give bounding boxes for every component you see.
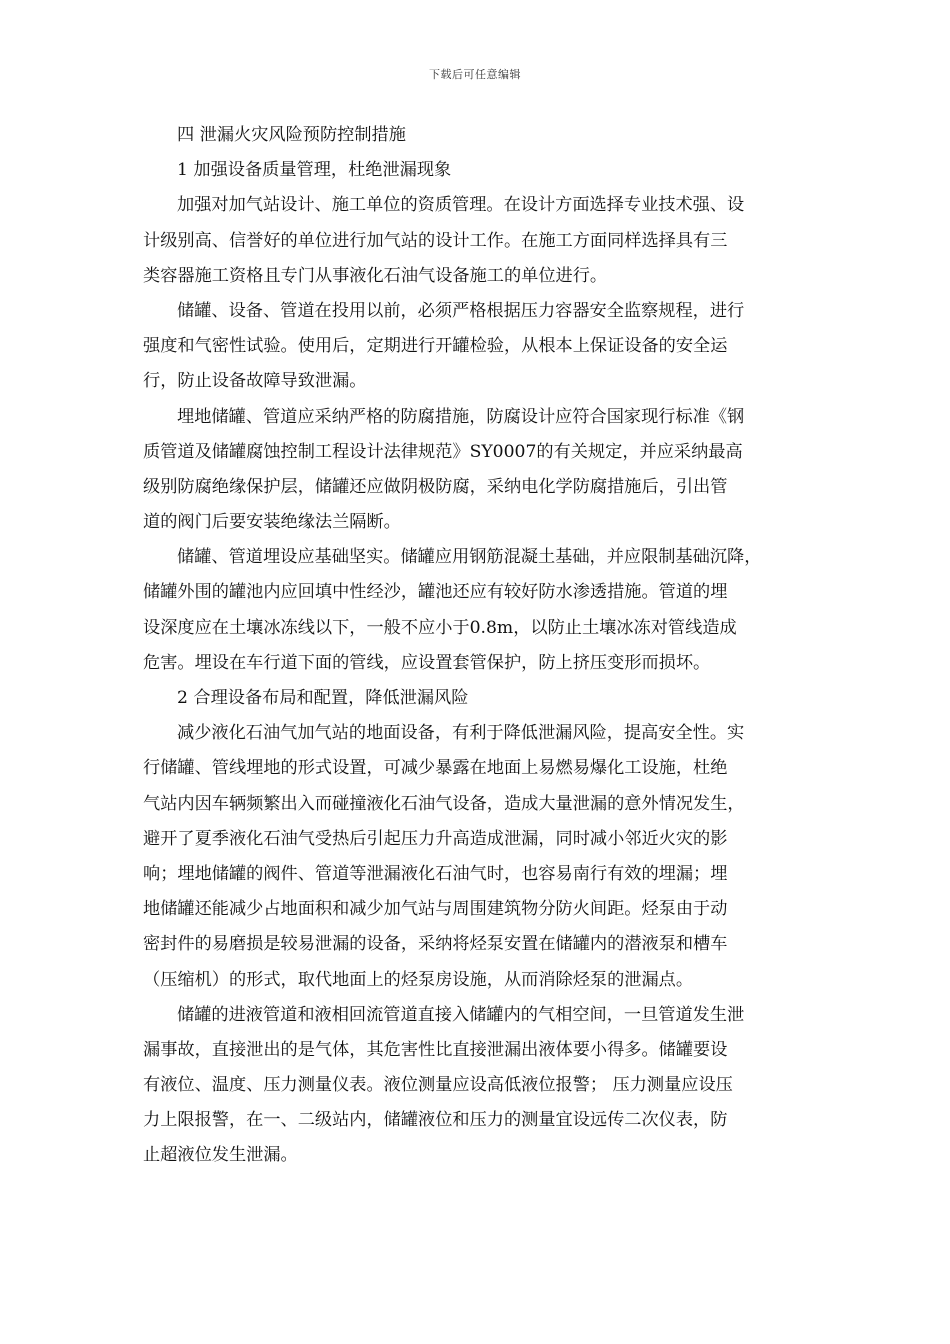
text-line: 1 加强设备质量管理，杜绝泄漏现象: [177, 160, 452, 181]
text-line: 埋地储罐、管道应采纳严格的防腐措施，防腐设计应符合国家现行标准《钢: [177, 406, 745, 427]
text-line: 减少液化石油气加气站的地面设备，有利于降低泄漏风险，提高安全性。实: [177, 723, 745, 744]
text-line: 危害。埋设在车行道下面的管线，应设置套管保护，防上挤压变形而损坏。: [143, 652, 711, 673]
text-line: 类容器施工资格且专门从事液化石油气设备施工的单位进行。: [143, 265, 608, 286]
text-line: 道的阀门后要安装绝缘法兰隔断。: [143, 512, 401, 533]
page-header-note: 下载后可任意编辑: [429, 68, 521, 81]
text-line: 行，防止设备故障导致泄漏。: [143, 371, 367, 392]
text-line: 力上限报警，在一、二级站内，储罐液位和压力的测量宜设远传二次仪表，防: [143, 1110, 728, 1131]
text-line: 四 泄漏火灾风险预防控制措施: [177, 125, 406, 145]
text-line: 储罐的进液管道和液相回流管道直接入储罐内的气相空间，一旦管道发生泄: [177, 1004, 745, 1025]
text-line: 气站内因车辆频繁出入而碰撞液化石油气设备，造成大量泄漏的意外情况发生，: [143, 793, 745, 814]
text-line: 止超液位发生泄漏。: [143, 1145, 298, 1166]
text-line: 质管道及储罐腐蚀控制工程设计法律规范》SY0007的有关规定，并应采纳最高: [143, 441, 743, 462]
text-line: 设深度应在土壤冰冻线以下，一般不应小于0.8m，以防止土壤冰冻对管线造成: [143, 617, 737, 638]
text-line: 漏事故，直接泄出的是气体，其危害性比直接泄漏出液体要小得多。储罐要设: [143, 1039, 728, 1060]
text-line: 地储罐还能减少占地面积和减少加气站与周围建筑物分防火间距。烃泵由于动: [143, 899, 728, 920]
text-line: 储罐外围的罐池内应回填中性经沙，罐池还应有较好防水渗透措施。管道的埋: [143, 582, 728, 603]
text-line: 行储罐、管线埋地的形式设置，可减少暴露在地面上易燃易爆化工设施，杜绝: [143, 758, 728, 779]
text-line: 储罐、设备、管道在投用以前，必须严格根据压力容器安全监察规程，进行: [177, 300, 745, 321]
text-line: 有液位、温度、压力测量仪表。液位测量应设高低液位报警； 压力测量应设压: [143, 1075, 733, 1096]
text-line: 强度和气密性试验。使用后，定期进行开罐检验，从根本上保证设备的安全运: [143, 336, 728, 357]
text-line: 级别防腐绝缘保护层，储罐还应做阴极防腐，采纳电化学防腐措施后，引出管: [143, 476, 728, 497]
text-line: （压缩机）的形式，取代地面上的烃泵房设施，从而消除烃泵的泄漏点。: [143, 969, 694, 990]
text-line: 避开了夏季液化石油气受热后引起压力升高造成泄漏，同时减小邻近火灾的影: [143, 828, 728, 849]
text-line: 响；埋地储罐的阀件、管道等泄漏液化石油气时，也容易南行有效的埋漏；埋: [143, 863, 728, 884]
document-body: [143, 118, 803, 1174]
text-line: 计级别高、信誉好的单位进行加气站的设计工作。在施工方面同样选择具有三: [143, 230, 728, 251]
text-line: 加强对加气站设计、施工单位的资质管理。在设计方面选择专业技术强、设: [177, 195, 745, 216]
text-line: 储罐、管道埋设应基础坚实。储罐应用钢筋混凝土基础，并应限制基础沉降，: [177, 547, 762, 568]
text-line: 密封件的易磨损是较易泄漏的设备，采纳将烃泵安置在储罐内的潜液泵和槽车: [143, 934, 728, 955]
text-line: 2 合理设备布局和配置，降低泄漏风险: [177, 688, 469, 708]
